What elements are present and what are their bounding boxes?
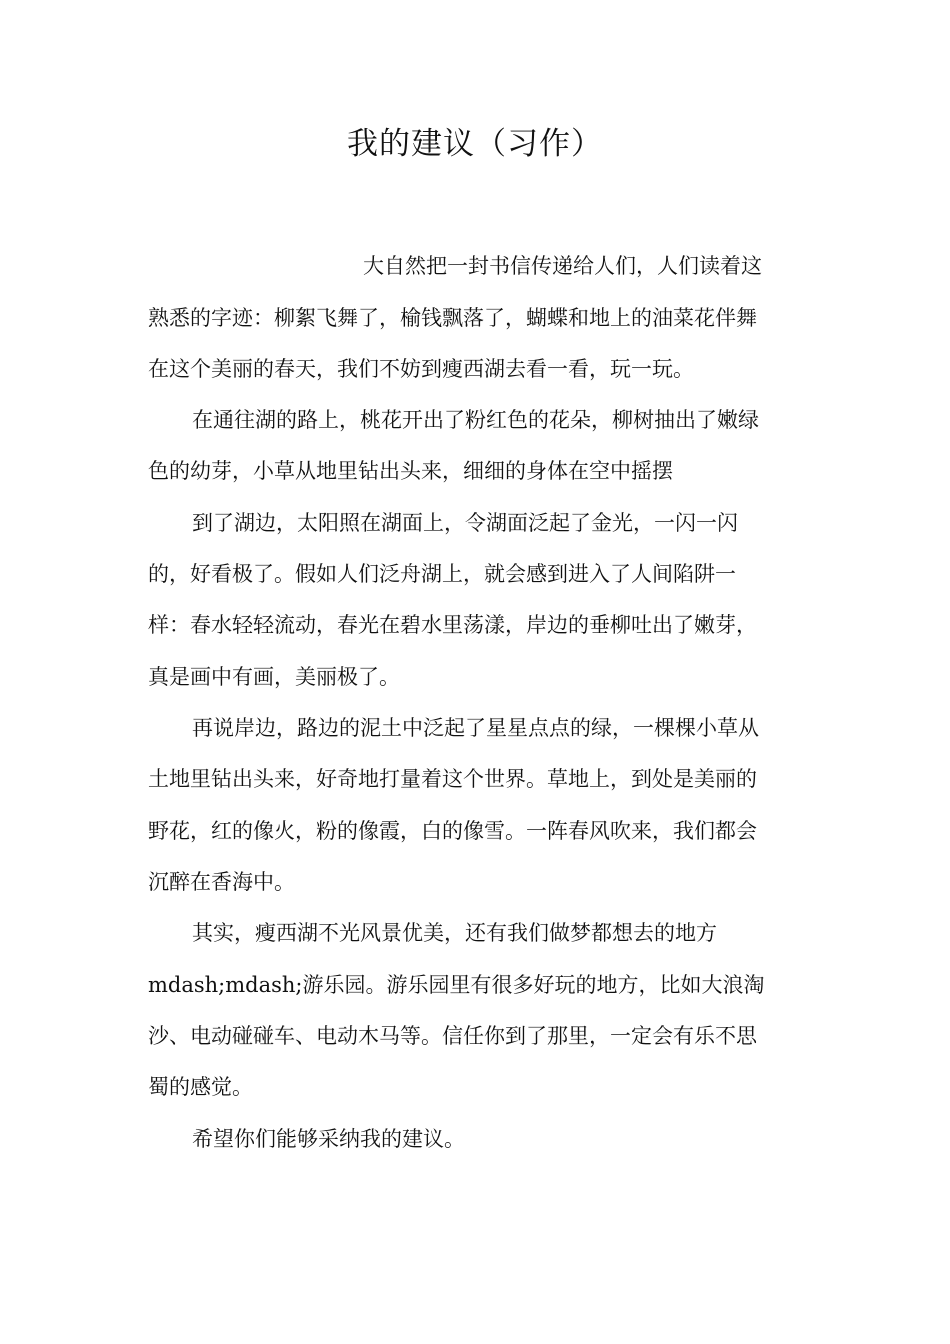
body-line-18: 希望你们能够采纳我的建议。 [192, 1127, 465, 1151]
body-line-3: 在这个美丽的春天，我们不妨到瘦西湖去看一看，玩一玩。 [148, 357, 694, 381]
document-title: 我的建议（习作） [347, 126, 603, 162]
body-line-16: 沙、电动碰碰车、电动木马等。信任你到了那里，一定会有乐不思 [148, 1024, 757, 1048]
body-line-11: 土地里钻出头来，好奇地打量着这个世界。草地上，到处是美丽的 [148, 767, 757, 791]
body-line-1: 大自然把一封书信传递给人们，人们读着这 [363, 254, 762, 278]
body-line-17: 蜀的感觉。 [148, 1075, 253, 1099]
body-line-10: 再说岸边，路边的泥土中泛起了星星点点的绿，一棵棵小草从 [192, 716, 759, 740]
body-line-9: 真是画中有画，美丽极了。 [148, 665, 400, 689]
body-line-8: 样：春水轻轻流动，春光在碧水里荡漾，岸边的垂柳吐出了嫩芽， [148, 613, 757, 637]
body-line-14: 其实，瘦西湖不光风景优美，还有我们做梦都想去的地方 [192, 921, 717, 945]
body-line-6: 到了湖边，太阳照在湖面上，令湖面泛起了金光，一闪一闪 [192, 511, 738, 535]
body-line-12: 野花，红的像火，粉的像霞，白的像雪。一阵春风吹来，我们都会 [148, 819, 757, 843]
body-line-2: 熟悉的字迹：柳絮飞舞了，榆钱飘落了，蝴蝶和地上的油菜花伴舞 [148, 306, 757, 330]
body-line-4: 在通往湖的路上，桃花开出了粉红色的花朵，柳树抽出了嫩绿 [192, 408, 759, 432]
body-line-15: mdash;mdash;游乐园。游乐园里有很多好玩的地方，比如大浪淘 [148, 973, 765, 997]
body-line-7: 的，好看极了。假如人们泛舟湖上，就会感到进入了人间陷阱一 [148, 562, 736, 586]
body-line-13: 沉醉在香海中。 [148, 870, 295, 894]
body-line-5: 色的幼芽，小草从地里钻出头来，细细的身体在空中摇摆 [148, 459, 673, 483]
